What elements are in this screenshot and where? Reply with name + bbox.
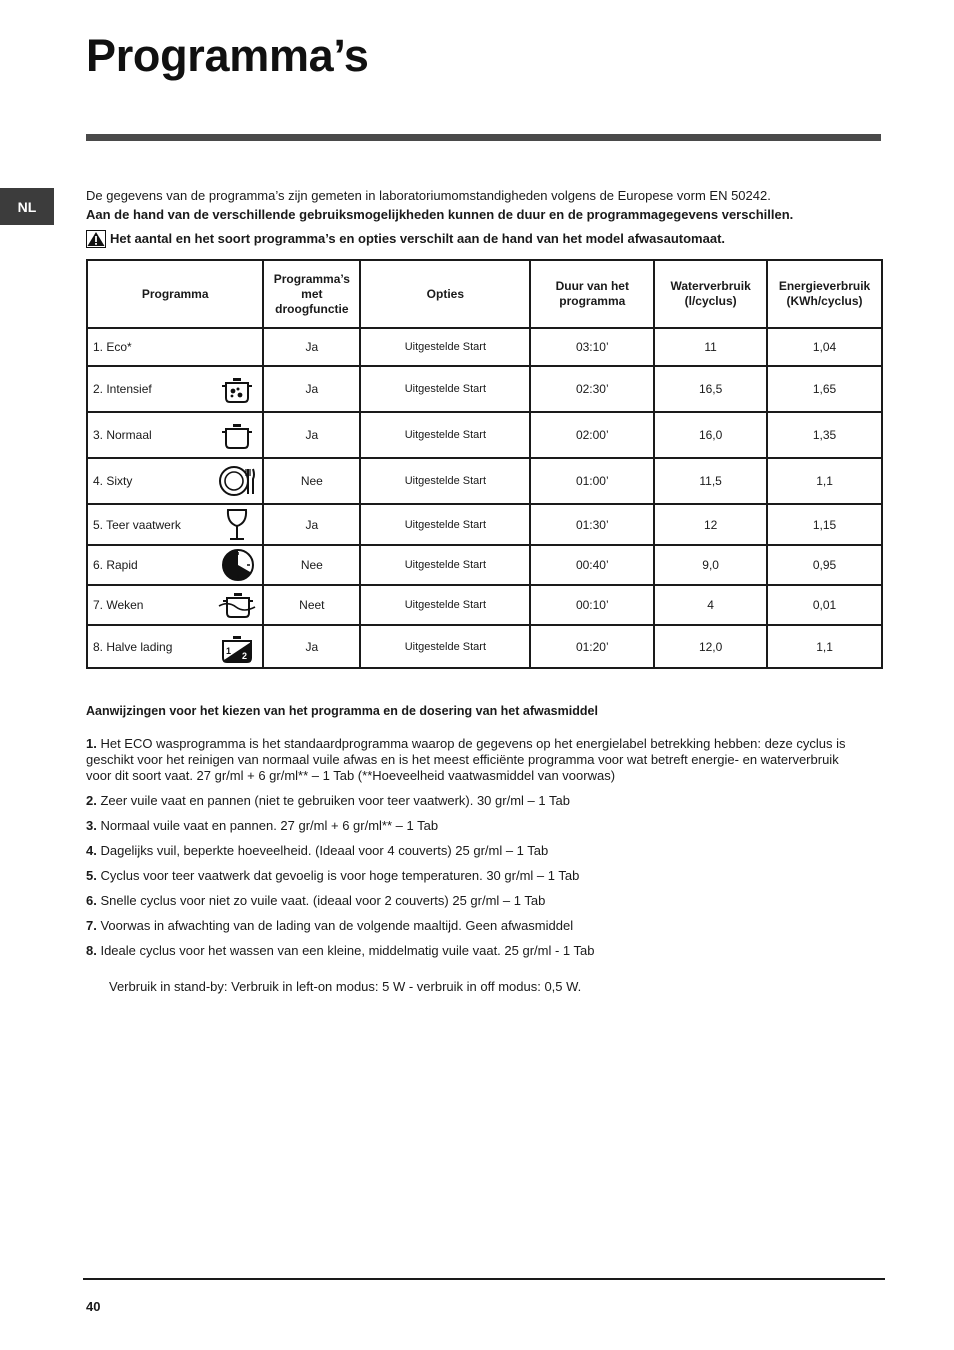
options-cell: Uitgestelde Start [360,366,530,412]
duration-cell: 00:10’ [530,585,654,625]
duration-cell: 01:30’ [530,504,654,545]
program-label: 3. Normaal [93,428,152,442]
energy-cell: 1,04 [767,328,882,366]
warning-icon [86,230,106,248]
table-row [87,458,882,504]
list-item [86,818,866,834]
footer-divider [83,1278,885,1280]
program-cell [87,458,263,504]
note-text: Cyclus voor teer vaatwerk dat gevoelig is voor hoge temperaturen. 30 gr/ml – 1 Tab [100,868,580,883]
table-row [87,412,882,458]
note-text: Dagelijks vuil, beperkte hoeveelheid. (Ideaal voor 4 couverts) 25 gr/ml – 1 Tab [100,843,549,858]
wine-glass-icon [218,507,256,543]
program-label: 2. Intensief [93,382,152,396]
program-label: 5. Teer vaatwerk [93,517,181,532]
drying-cell: Ja [263,328,360,366]
note-number: 8. [86,943,97,958]
water-cell: 16,5 [654,366,767,412]
svg-text:1: 1 [226,645,232,656]
energy-cell: 0,95 [767,545,882,585]
note-number: 6. [86,893,97,908]
table-header-row [87,260,882,328]
list-item [86,918,866,934]
options-cell: Uitgestelde Start [360,625,530,668]
program-label: 7. Weken [93,598,144,612]
options-cell: Uitgestelde Start [360,545,530,585]
duration-cell: 02:30’ [530,366,654,412]
header-duration: Duur van het programma [530,260,654,328]
water-cell: 9,0 [654,545,767,585]
energy-cell: 1,15 [767,504,882,545]
options-cell: Uitgestelde Start [360,412,530,458]
drying-cell: Neet [263,585,360,625]
plate-cutlery-icon [218,463,256,499]
title-divider [86,134,881,141]
duration-cell: 03:10’ [530,328,654,366]
note-text: Het ECO wasprogramma is het standaardprogramma waarop de gegevens op het energielabel betrekking hebben: deze cyclus is geschikt voor het reinigen van normaal vuile afwas en is het meest efficiënte programma voor wat betreft energie- en waterverbruik voor dit soort vaat. 27 gr/ml + 6 gr/ml** – 1 Tab (**Hoeveelheid vaatwasmiddel van voorwas) [86,736,846,783]
note-number: 7. [86,918,97,933]
table-row [87,328,882,366]
note-text: Normaal vuile vaat en pannen. 27 gr/ml + 6 gr/ml** – 1 Tab [100,818,439,833]
intro-line-1: De gegevens van de programma’s zijn gemeten in laboratoriumomstandigheden volgens de Europese vorm EN 50242. [86,188,771,203]
options-cell: Uitgestelde Start [360,328,530,366]
warning-text: Het aantal en het soort programma’s en opties verschilt aan de hand van het model afwasautomaat. [110,231,726,246]
drying-cell: Ja [263,625,360,668]
program-cell [87,585,263,625]
svg-text:2: 2 [242,650,248,661]
water-cell: 4 [654,585,767,625]
intro-line-2: Aan de hand van de verschillende gebruiksmogelijkheden kunnen de duur en de programmagegevens verschillen. [86,207,794,222]
table-row [87,625,882,668]
drying-cell: Ja [263,366,360,412]
drying-cell: Ja [263,412,360,458]
duration-cell: 02:00’ [530,412,654,458]
table-row [87,545,882,585]
options-cell: Uitgestelde Start [360,585,530,625]
note-number: 3. [86,818,97,833]
water-cell: 11,5 [654,458,767,504]
note-text: Zeer vuile vaat en pannen (niet te gebruiken voor teer vaatwerk). 30 gr/ml – 1 Tab [100,793,570,808]
note-number: 1. [86,736,97,751]
program-label: 8. Halve lading [93,639,173,654]
notes-list [86,736,866,968]
drying-cell: Nee [263,545,360,585]
energy-cell: 0,01 [767,585,882,625]
header-program: Programma [87,260,263,328]
page-number: 40 [86,1299,101,1314]
options-cell: Uitgestelde Start [360,458,530,504]
list-item [86,793,866,809]
note-text: Ideale cyclus voor het wassen van een kleine, middelmatig vuile vaat. 25 gr/ml - 1 Tab [100,943,595,958]
energy-cell: 1,65 [767,366,882,412]
options-cell: Uitgestelde Start [360,504,530,545]
header-drying: Programma’s met droogfunctie [263,260,360,328]
list-item [86,893,866,909]
note-text: Snelle cyclus voor niet zo vuile vaat. (ideaal voor 2 couverts) 25 gr/ml – 1 Tab [100,893,546,908]
half-load-icon [218,629,256,665]
water-cell: 16,0 [654,412,767,458]
intensive-pot-icon [218,371,256,407]
water-cell: 12,0 [654,625,767,668]
table-row [87,585,882,625]
energy-cell: 1,1 [767,625,882,668]
standby-consumption: Verbruik in stand-by: Verbruik in left-on modus: 5 W - verbruik in off modus: 0,5 W. [109,979,582,994]
note-number: 4. [86,843,97,858]
program-label: 1. Eco* [93,340,132,354]
clock-icon [218,547,256,583]
duration-cell: 01:00’ [530,458,654,504]
note-number: 2. [86,793,97,808]
pot-icon [218,417,256,453]
energy-cell: 1,1 [767,458,882,504]
list-item [86,736,866,784]
program-cell [87,545,263,585]
program-cell [87,625,263,668]
program-label: 4. Sixty [93,474,133,488]
duration-cell: 00:40’ [530,545,654,585]
page-title: Programma’s [86,30,369,81]
water-cell: 11 [654,328,767,366]
note-number: 5. [86,868,97,883]
drying-cell: Nee [263,458,360,504]
program-cell [87,366,263,412]
duration-cell: 01:20’ [530,625,654,668]
drying-cell: Ja [263,504,360,545]
language-tab: NL [0,188,54,225]
program-cell [87,328,263,366]
list-item [86,868,866,884]
list-item [86,943,866,959]
program-cell [87,504,263,545]
water-cell: 12 [654,504,767,545]
note-text: Voorwas in afwachting van de lading van de volgende maaltijd. Geen afwasmiddel [100,918,574,933]
notes-heading: Aanwijzingen voor het kiezen van het programma en de dosering van het afwasmiddel [86,704,598,718]
list-item [86,843,866,859]
header-options: Opties [360,260,530,328]
table-row [87,366,882,412]
header-energy: Energieverbruik (KWh/cyclus) [767,260,882,328]
intro-text [86,186,886,248]
energy-cell: 1,35 [767,412,882,458]
header-water: Waterverbruik (l/cyclus) [654,260,767,328]
soak-pot-icon [218,587,256,623]
warning-line [86,229,886,248]
program-label: 6. Rapid [93,558,138,572]
table-row [87,504,882,545]
program-cell [87,412,263,458]
programs-table [86,259,883,669]
